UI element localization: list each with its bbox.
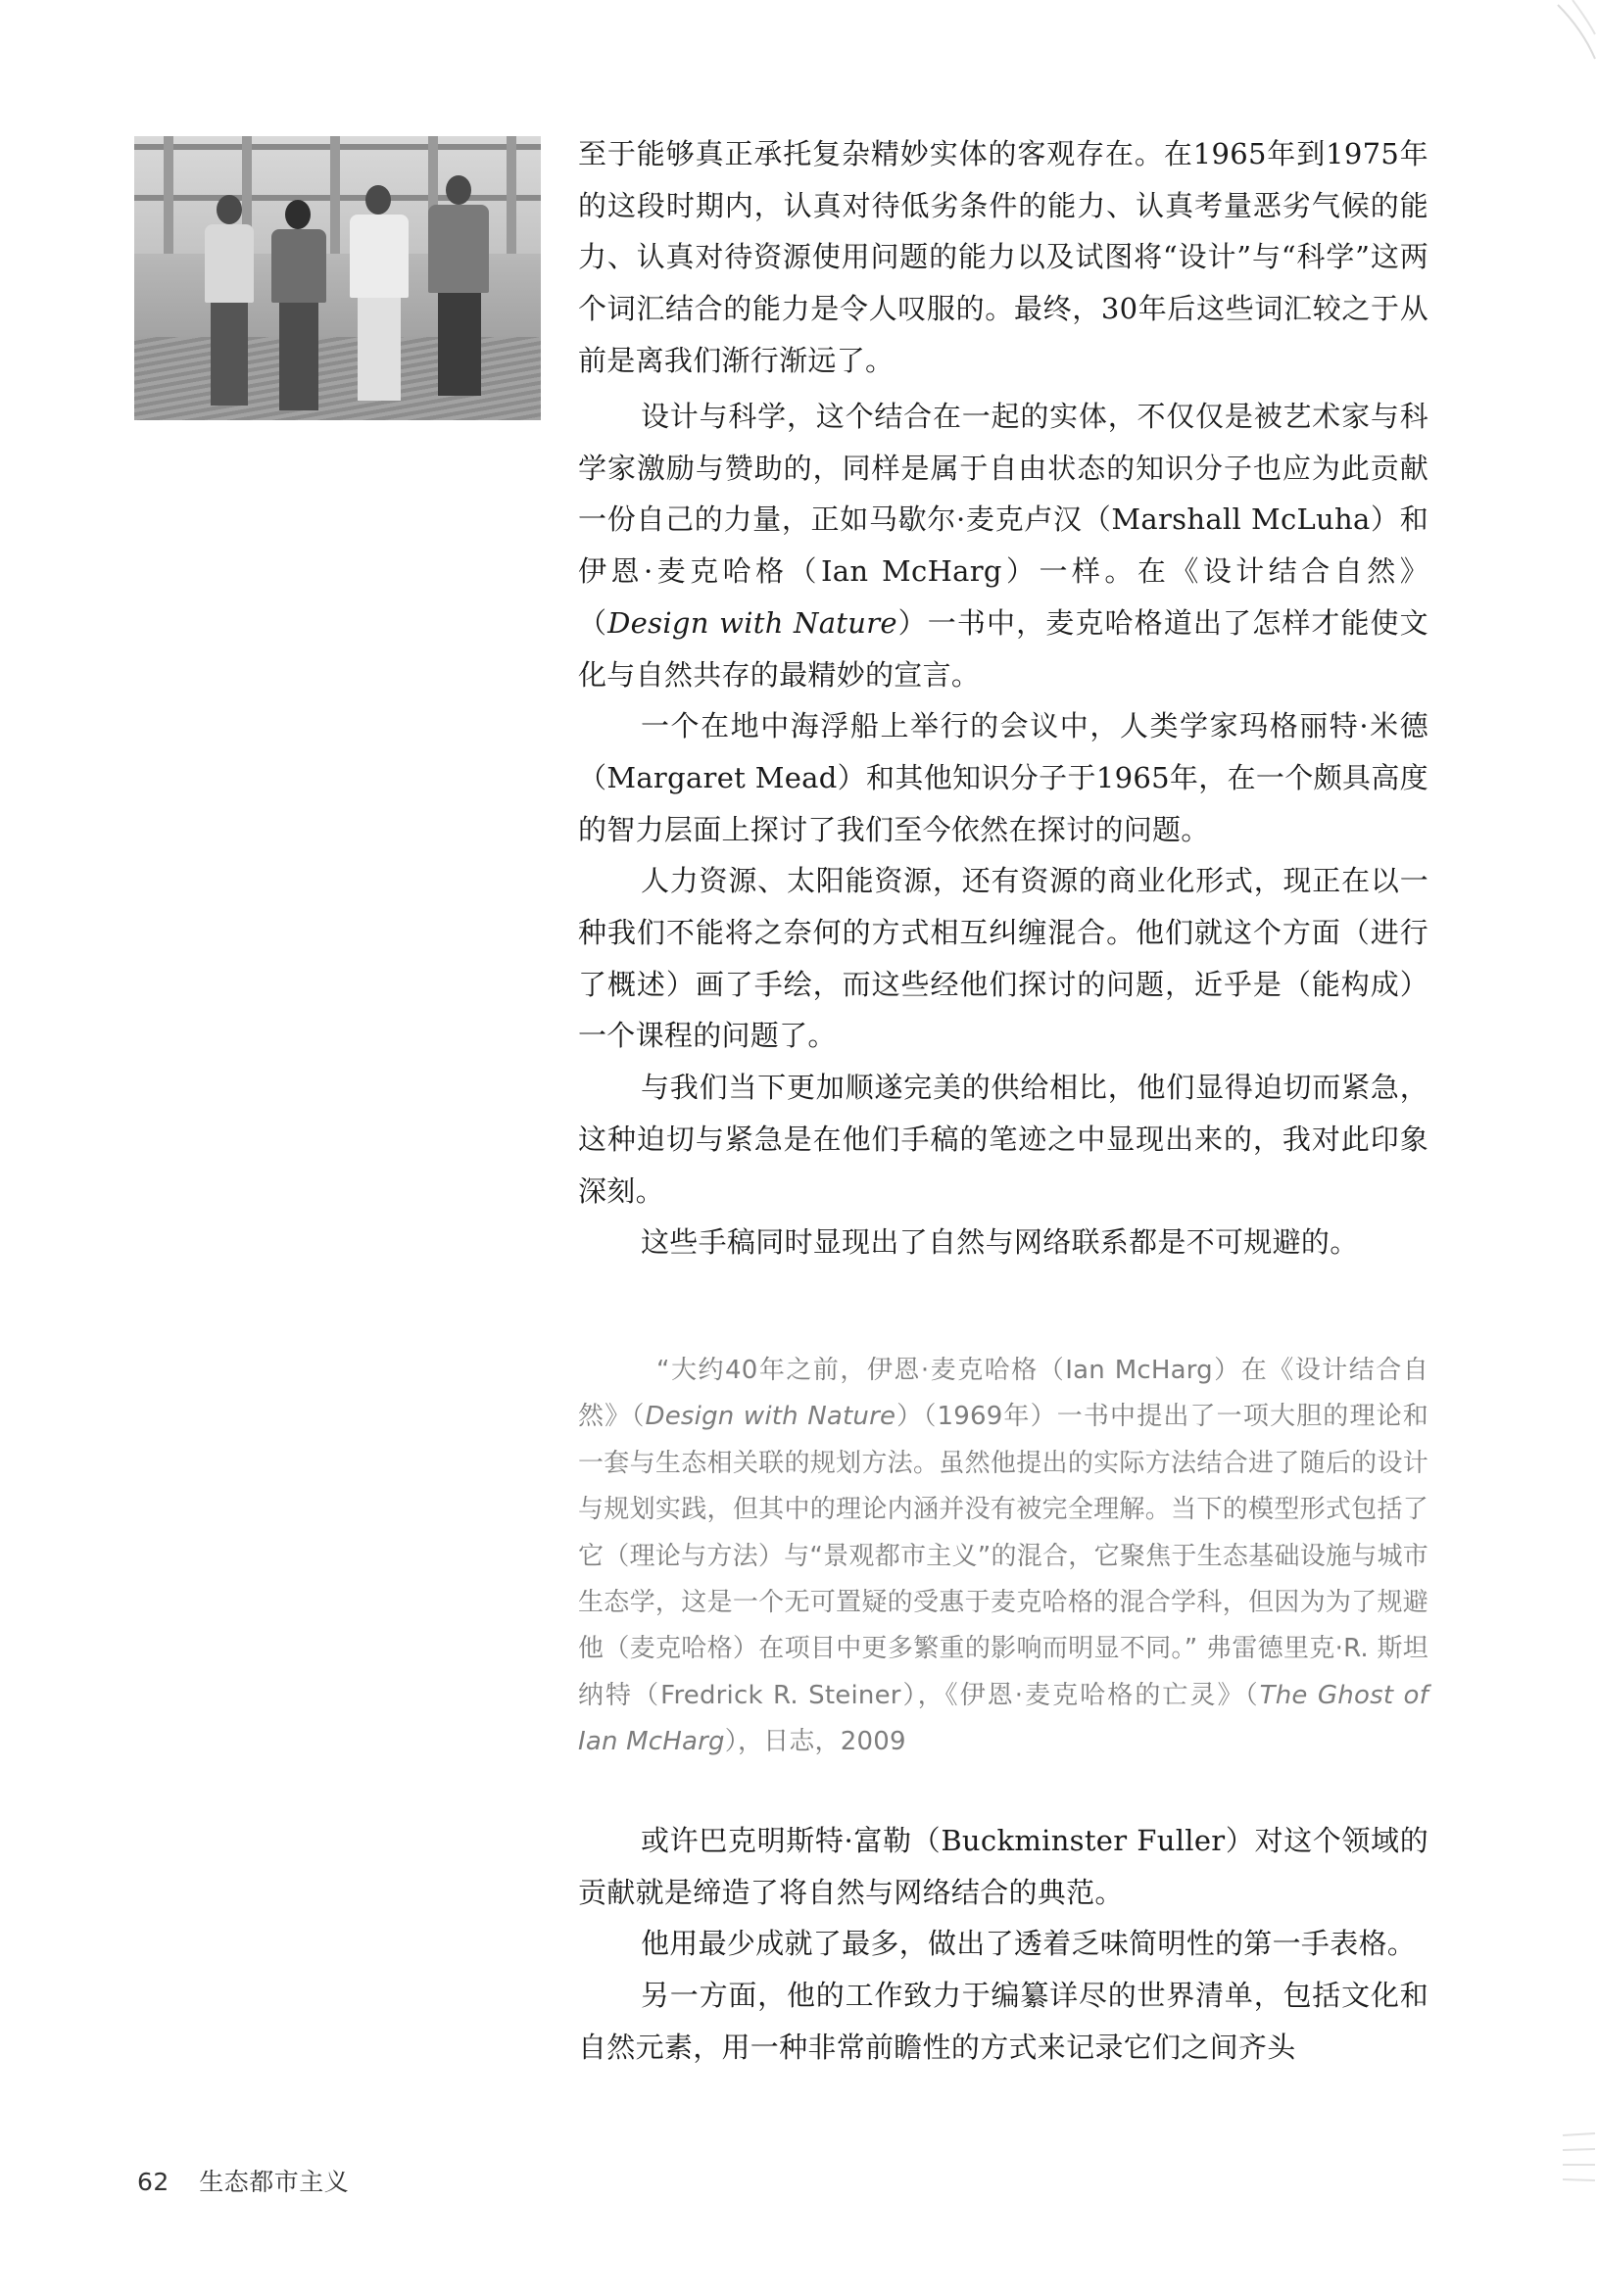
block-quote: “大约40年之前，伊恩·麦克哈格（Ian McHarg）在《设计结合自然》（Design with Nature）（1969年）一书中提出了一项大胆的理论和一套与生态相关联的规划方法。虽然他提出的实际方法结合进了随后的设计与规划实践，但其中的理论内涵并没有被完全理解。当下的模型形式包括了它（理论与方法）与“景观都市主义”的混合，它聚焦于生态基础设施与城市生态学，这是一个无可置疑的受惠于麦克哈格的混合学科，但因为为了规避他（麦克哈格）在项目中更多繁重的影响而明显不同。” 弗雷德里克·R. 斯坦纳特（Fredrick R. Steiner），《伊恩·麦克哈格的亡灵》（The Ghost of Ian McHarg），日志，2009 (578, 1356, 1428, 1757)
paragraph: 人力资源、太阳能资源，还有资源的商业化形式，现正在以一种我们不能将之奈何的方式相互纠缠混合。他们就这个方面（进行了概述）画了手绘，而这些经他们探讨的问题，近乎是（能构成）一个课程的问题了。 (578, 864, 1428, 1053)
book-title: 生态都市主义 (199, 2168, 350, 2196)
page-edge-marks (1558, 2126, 1597, 2204)
paragraph: 另一方面，他的工作致力于编纂详尽的世界清单，包括文化和自然元素，用一种非常前瞻性的方式来记录它们之间齐头 (578, 1979, 1428, 2064)
body-text-block-3 (578, 1815, 1428, 2074)
paragraph: 一个在地中海浮船上举行的会议中，人类学家玛格丽特·米德（Margaret Mead）和其他知识分子于1965年，在一个颇具高度的智力层面上探讨了我们至今依然在探讨的问题。 (578, 709, 1428, 846)
photo-four-men (134, 136, 541, 420)
body-text-block-2 (578, 391, 1428, 1268)
paragraph: 至于能够真正承托复杂精妙实体的客观存在。在1965年到1975年的这段时期内，认真对待低劣条件的能力、认真考量恶劣气候的能力、认真对待资源使用问题的能力以及试图将“设计”与“科学”这两个词汇结合的能力是令人叹服的。最终，30年后这些词汇较之于从前是离我们渐行渐远了。 (578, 137, 1428, 377)
page-footer (137, 2163, 370, 2198)
page-number: 62 (137, 2168, 169, 2196)
page-edge-marks (1538, 0, 1597, 98)
paragraph: 设计与科学，这个结合在一起的实体，不仅仅是被艺术家与科学家激励与赞助的，同样是属于自由状态的知识分子也应为此贡献一份自己的力量，正如马歇尔·麦克卢汉（Marshall McLuha）和伊恩·麦克哈格（Ian McHarg）一样。在《设计结合自然》（Design with Nature）一书中，麦克哈格道出了怎样才能使文化与自然共存的最精妙的宣言。 (578, 400, 1428, 692)
paragraph: 这些手稿同时显现出了自然与网络联系都是不可规避的。 (641, 1225, 1359, 1260)
paragraph: 他用最少成就了最多，做出了透着乏味简明性的第一手表格。 (641, 1927, 1417, 1961)
paragraph: 与我们当下更加顺遂完美的供给相比，他们显得迫切而紧急，这种迫切与紧急是在他们手稿的笔迹之中显现出来的，我对此印象深刻。 (578, 1071, 1428, 1208)
body-text-block-1 (578, 128, 1428, 387)
paragraph: 或许巴克明斯特·富勒（Buckminster Fuller）对这个领域的贡献就是缔造了将自然与网络结合的典范。 (578, 1824, 1428, 1909)
